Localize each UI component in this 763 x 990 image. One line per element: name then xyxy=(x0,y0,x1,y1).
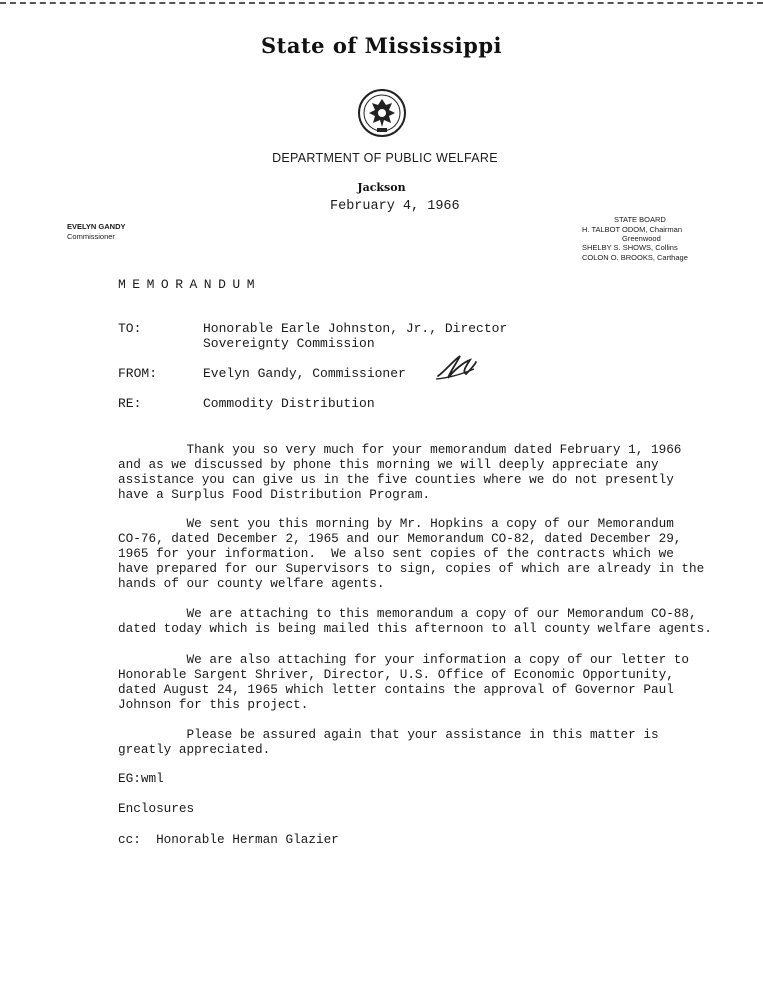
typist-initials: EG:wml xyxy=(118,771,164,786)
memo-heading: MEMORANDUM xyxy=(118,277,262,292)
body-line: have a Surplus Food Distribution Program. xyxy=(118,487,431,502)
body-line: Honorable Sargent Shriver, Director, U.S. Office of Economic Opportunity, xyxy=(118,667,674,682)
state-board-block xyxy=(582,215,722,263)
body-line: assistance you can give us in the five counties where we do not presently xyxy=(118,472,674,487)
body-line: We are also attaching for your information a copy of our letter to xyxy=(118,652,690,667)
body-paragraph-1 xyxy=(118,442,708,502)
body-paragraph-2 xyxy=(118,516,708,591)
perforated-edge xyxy=(0,2,763,6)
body-line: hands of our county welfare agents. xyxy=(118,576,385,591)
department-name: DEPARTMENT OF PUBLIC WELFARE xyxy=(272,151,498,165)
body-line: dated August 24, 1965 which letter contains the approval of Governor Paul xyxy=(118,682,674,697)
re-label: RE: xyxy=(118,396,142,411)
commissioner-block xyxy=(67,222,126,242)
city-name: Jackson xyxy=(357,181,406,194)
body-line: CO-76, dated December 2, 1965 and our Memorandum CO-82, dated December 29, xyxy=(118,531,682,546)
board-member: H. TALBOT ODOM, Chairman xyxy=(582,225,683,234)
body-line: greatly appreciated. xyxy=(118,742,271,757)
board-member-town: Greenwood xyxy=(622,234,661,243)
to-line: Sovereignty Commission xyxy=(203,336,375,351)
to-recipient xyxy=(203,321,507,351)
body-line: Thank you so very much for your memorandum dated February 1, 1966 xyxy=(118,442,682,457)
commissioner-name: EVELYN GANDY xyxy=(67,222,126,231)
to-label: TO: xyxy=(118,321,142,336)
body-line: have prepared for our Supervisors to sign, copies of which are already in the xyxy=(118,561,705,576)
from-label: FROM: xyxy=(118,366,158,381)
body-line: Please be assured again that your assistance in this matter is xyxy=(118,727,659,742)
to-line: Honorable Earle Johnston, Jr., Director xyxy=(203,321,508,336)
state-seal-icon xyxy=(357,87,407,139)
body-line: Johnson for this project. xyxy=(118,697,309,712)
body-line: dated today which is being mailed this afternoon to all county welfare agents. xyxy=(118,621,712,636)
state-board-heading: STATE BOARD xyxy=(614,215,666,224)
commissioner-role: Commissioner xyxy=(67,232,115,241)
board-member: COLON O. BROOKS, Carthage xyxy=(582,253,688,262)
body-paragraph-4 xyxy=(118,652,708,712)
letterhead-title: State of Mississippi xyxy=(260,33,502,58)
body-line: and as we discussed by phone this morning we will deeply appreciate any xyxy=(118,457,659,472)
handwritten-initials xyxy=(434,352,478,382)
body-line: We are attaching to this memorandum a copy of our Memorandum CO-88, xyxy=(118,606,697,621)
body-paragraph-3 xyxy=(118,606,712,636)
body-paragraph-5 xyxy=(118,727,708,757)
memo-date: February 4, 1966 xyxy=(330,199,460,214)
enclosures-note: Enclosures xyxy=(118,801,195,816)
board-member: SHELBY S. SHOWS, Collins xyxy=(582,243,678,252)
from-sender: Evelyn Gandy, Commissioner xyxy=(203,366,406,381)
cc-line: cc: Honorable Herman Glazier xyxy=(118,832,339,847)
re-subject: Commodity Distribution xyxy=(203,396,375,411)
body-line: 1965 for your information. We also sent copies of the contracts which we xyxy=(118,546,674,561)
body-line: We sent you this morning by Mr. Hopkins a copy of our Memorandum xyxy=(118,516,674,531)
